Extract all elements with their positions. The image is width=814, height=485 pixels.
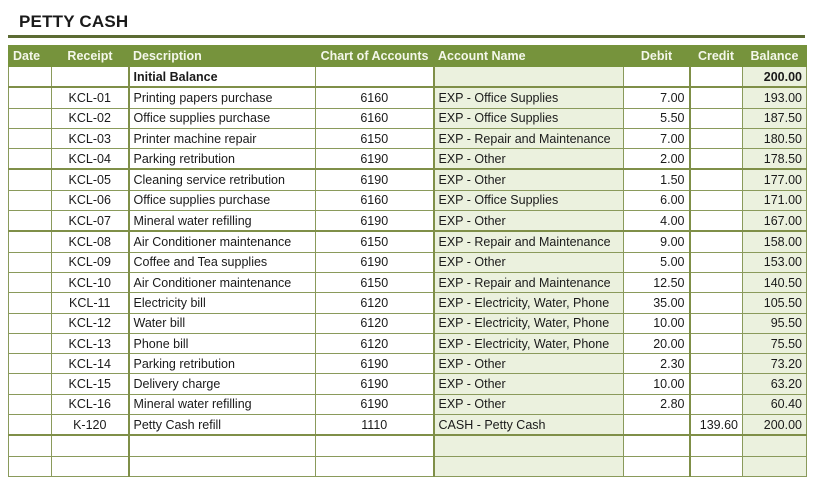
debit-cell[interactable] xyxy=(624,435,690,456)
balance-cell[interactable]: 75.50 xyxy=(743,333,807,353)
date-cell[interactable] xyxy=(9,149,52,170)
account-name-cell[interactable]: EXP - Electricity, Water, Phone xyxy=(434,293,624,313)
table-row xyxy=(9,394,807,414)
receipt-cell[interactable]: K-120 xyxy=(52,415,129,436)
account-name-cell[interactable]: EXP - Office Supplies xyxy=(434,190,624,210)
debit-cell[interactable]: 35.00 xyxy=(624,293,690,313)
chart-of-accounts-cell[interactable]: 6120 xyxy=(316,333,434,353)
table-row xyxy=(9,252,807,272)
receipt-cell[interactable]: KCL-03 xyxy=(52,128,129,148)
account-name-cell[interactable]: EXP - Other xyxy=(434,394,624,414)
chart-of-accounts-cell[interactable]: 6190 xyxy=(316,169,434,190)
date-cell[interactable] xyxy=(9,456,52,476)
receipt-cell[interactable]: KCL-10 xyxy=(52,272,129,292)
credit-cell[interactable] xyxy=(690,211,743,232)
date-cell[interactable] xyxy=(9,190,52,210)
table-row xyxy=(9,108,807,128)
credit-cell[interactable] xyxy=(690,169,743,190)
credit-cell[interactable] xyxy=(690,149,743,170)
table-row xyxy=(9,435,807,456)
account-name-cell[interactable]: EXP - Electricity, Water, Phone xyxy=(434,333,624,353)
description-cell[interactable]: Mineral water refilling xyxy=(129,394,316,414)
debit-cell[interactable]: 10.00 xyxy=(624,313,690,333)
table-row xyxy=(9,272,807,292)
account-name-cell[interactable] xyxy=(434,67,624,88)
date-cell[interactable] xyxy=(9,435,52,456)
table-row xyxy=(9,354,807,374)
chart-of-accounts-cell[interactable]: 6120 xyxy=(316,293,434,313)
credit-cell[interactable] xyxy=(690,435,743,456)
debit-cell[interactable]: 5.50 xyxy=(624,108,690,128)
receipt-cell[interactable]: KCL-01 xyxy=(52,87,129,108)
receipt-cell[interactable] xyxy=(52,456,129,476)
col-header-account-name[interactable]: Account Name xyxy=(434,46,624,67)
debit-cell[interactable]: 2.00 xyxy=(624,149,690,170)
table-row xyxy=(9,456,807,476)
account-name-cell[interactable]: EXP - Other xyxy=(434,374,624,394)
table-row xyxy=(9,169,807,190)
debit-cell[interactable] xyxy=(624,67,690,88)
date-cell[interactable] xyxy=(9,354,52,374)
credit-cell[interactable]: 139.60 xyxy=(690,415,743,436)
description-cell[interactable] xyxy=(129,456,316,476)
balance-cell[interactable]: 60.40 xyxy=(743,394,807,414)
balance-cell[interactable]: 167.00 xyxy=(743,211,807,232)
credit-cell[interactable] xyxy=(690,374,743,394)
chart-of-accounts-cell[interactable]: 6190 xyxy=(316,252,434,272)
credit-cell[interactable] xyxy=(690,293,743,313)
chart-of-accounts-cell[interactable]: 6150 xyxy=(316,272,434,292)
debit-cell[interactable]: 7.00 xyxy=(624,87,690,108)
balance-cell[interactable]: 193.00 xyxy=(743,87,807,108)
description-cell[interactable]: Parking retribution xyxy=(129,354,316,374)
page-title: PETTY CASH xyxy=(19,12,129,31)
balance-cell[interactable]: 140.50 xyxy=(743,272,807,292)
description-cell[interactable]: Phone bill xyxy=(129,333,316,353)
credit-cell[interactable] xyxy=(690,108,743,128)
chart-of-accounts-cell[interactable]: 1110 xyxy=(316,415,434,436)
debit-cell[interactable] xyxy=(624,456,690,476)
description-cell[interactable]: Office supplies purchase xyxy=(129,108,316,128)
debit-cell[interactable]: 1.50 xyxy=(624,169,690,190)
credit-cell[interactable] xyxy=(690,354,743,374)
date-cell[interactable] xyxy=(9,108,52,128)
debit-cell[interactable]: 2.30 xyxy=(624,354,690,374)
credit-cell[interactable] xyxy=(690,394,743,414)
chart-of-accounts-cell[interactable]: 6190 xyxy=(316,374,434,394)
balance-cell[interactable]: 177.00 xyxy=(743,169,807,190)
chart-of-accounts-cell[interactable] xyxy=(316,435,434,456)
balance-cell[interactable]: 73.20 xyxy=(743,354,807,374)
col-header-debit[interactable]: Debit xyxy=(624,46,690,67)
date-cell[interactable] xyxy=(9,211,52,232)
table-row xyxy=(9,87,807,108)
receipt-cell[interactable]: KCL-14 xyxy=(52,354,129,374)
chart-of-accounts-cell[interactable] xyxy=(316,456,434,476)
chart-of-accounts-cell[interactable]: 6160 xyxy=(316,108,434,128)
receipt-cell[interactable]: KCL-11 xyxy=(52,293,129,313)
date-cell[interactable] xyxy=(9,67,52,88)
header-row xyxy=(9,46,807,67)
date-cell[interactable] xyxy=(9,252,52,272)
account-name-cell[interactable]: EXP - Other xyxy=(434,211,624,232)
table-row xyxy=(9,149,807,170)
debit-cell[interactable]: 10.00 xyxy=(624,374,690,394)
receipt-cell[interactable]: KCL-07 xyxy=(52,211,129,232)
description-cell[interactable]: Electricity bill xyxy=(129,293,316,313)
account-name-cell[interactable]: EXP - Electricity, Water, Phone xyxy=(434,313,624,333)
balance-cell[interactable] xyxy=(743,435,807,456)
col-header-chart-of-accounts[interactable]: Chart of Accounts xyxy=(316,46,434,67)
col-header-balance[interactable]: Balance xyxy=(743,46,807,67)
account-name-cell[interactable] xyxy=(434,456,624,476)
account-name-cell[interactable]: EXP - Other xyxy=(434,149,624,170)
balance-cell[interactable]: 95.50 xyxy=(743,313,807,333)
receipt-cell[interactable]: KCL-08 xyxy=(52,231,129,252)
col-header-description[interactable]: Description xyxy=(129,46,316,67)
date-cell[interactable] xyxy=(9,394,52,414)
account-name-cell[interactable]: EXP - Repair and Maintenance xyxy=(434,128,624,148)
description-cell[interactable]: Air Conditioner maintenance xyxy=(129,231,316,252)
date-cell[interactable] xyxy=(9,374,52,394)
description-cell[interactable]: Air Conditioner maintenance xyxy=(129,272,316,292)
debit-cell[interactable]: 5.00 xyxy=(624,252,690,272)
table-row xyxy=(9,211,807,232)
account-name-cell[interactable]: EXP - Office Supplies xyxy=(434,87,624,108)
debit-cell[interactable]: 9.00 xyxy=(624,231,690,252)
credit-cell[interactable] xyxy=(690,272,743,292)
credit-cell[interactable] xyxy=(690,456,743,476)
date-cell[interactable] xyxy=(9,333,52,353)
date-cell[interactable] xyxy=(9,128,52,148)
balance-cell[interactable]: 153.00 xyxy=(743,252,807,272)
account-name-cell[interactable]: CASH - Petty Cash xyxy=(434,415,624,436)
date-cell[interactable] xyxy=(9,415,52,436)
debit-cell[interactable]: 6.00 xyxy=(624,190,690,210)
balance-cell[interactable] xyxy=(743,456,807,476)
balance-cell[interactable]: 200.00 xyxy=(743,67,807,88)
account-name-cell[interactable]: EXP - Other xyxy=(434,354,624,374)
receipt-cell[interactable] xyxy=(52,67,129,88)
description-cell[interactable]: Coffee and Tea supplies xyxy=(129,252,316,272)
description-cell[interactable]: Delivery charge xyxy=(129,374,316,394)
balance-cell[interactable]: 180.50 xyxy=(743,128,807,148)
description-cell[interactable]: Petty Cash refill xyxy=(129,415,316,436)
account-name-cell[interactable]: EXP - Other xyxy=(434,169,624,190)
date-cell[interactable] xyxy=(9,313,52,333)
description-cell[interactable]: Cleaning service retribution xyxy=(129,169,316,190)
date-cell[interactable] xyxy=(9,87,52,108)
table-row xyxy=(9,67,807,88)
receipt-cell[interactable]: KCL-05 xyxy=(52,169,129,190)
date-cell[interactable] xyxy=(9,169,52,190)
petty-cash-table xyxy=(8,45,807,477)
col-header-receipt[interactable]: Receipt xyxy=(52,46,129,67)
account-name-cell[interactable]: EXP - Repair and Maintenance xyxy=(434,272,624,292)
chart-of-accounts-cell[interactable]: 6150 xyxy=(316,128,434,148)
chart-of-accounts-cell[interactable]: 6190 xyxy=(316,211,434,232)
balance-cell[interactable]: 63.20 xyxy=(743,374,807,394)
description-cell[interactable]: Printer machine repair xyxy=(129,128,316,148)
account-name-cell[interactable]: EXP - Repair and Maintenance xyxy=(434,231,624,252)
debit-cell[interactable]: 4.00 xyxy=(624,211,690,232)
receipt-cell[interactable]: KCL-12 xyxy=(52,313,129,333)
description-cell[interactable]: Water bill xyxy=(129,313,316,333)
description-cell[interactable]: Parking retribution xyxy=(129,149,316,170)
credit-cell[interactable] xyxy=(690,87,743,108)
date-cell[interactable] xyxy=(9,272,52,292)
table-row xyxy=(9,190,807,210)
debit-cell[interactable]: 20.00 xyxy=(624,333,690,353)
account-name-cell[interactable]: EXP - Other xyxy=(434,252,624,272)
col-header-credit[interactable]: Credit xyxy=(690,46,743,67)
chart-of-accounts-cell[interactable]: 6190 xyxy=(316,354,434,374)
receipt-cell[interactable]: KCL-09 xyxy=(52,252,129,272)
balance-cell[interactable]: 158.00 xyxy=(743,231,807,252)
credit-cell[interactable] xyxy=(690,67,743,88)
credit-cell[interactable] xyxy=(690,252,743,272)
chart-of-accounts-cell[interactable]: 6190 xyxy=(316,149,434,170)
table-row xyxy=(9,374,807,394)
receipt-cell[interactable] xyxy=(52,435,129,456)
description-cell[interactable]: Office supplies purchase xyxy=(129,190,316,210)
balance-cell[interactable]: 178.50 xyxy=(743,149,807,170)
chart-of-accounts-cell[interactable]: 6160 xyxy=(316,190,434,210)
account-name-cell[interactable] xyxy=(434,435,624,456)
table-row xyxy=(9,293,807,313)
date-cell[interactable] xyxy=(9,231,52,252)
credit-cell[interactable] xyxy=(690,190,743,210)
description-cell[interactable]: Mineral water refilling xyxy=(129,211,316,232)
balance-cell[interactable]: 105.50 xyxy=(743,293,807,313)
chart-of-accounts-cell[interactable] xyxy=(316,67,434,88)
chart-of-accounts-cell[interactable]: 6120 xyxy=(316,313,434,333)
col-header-date[interactable]: Date xyxy=(9,46,52,67)
debit-cell[interactable]: 12.50 xyxy=(624,272,690,292)
credit-cell[interactable] xyxy=(690,231,743,252)
table-row xyxy=(9,313,807,333)
debit-cell[interactable] xyxy=(624,415,690,436)
table-row xyxy=(9,231,807,252)
debit-cell[interactable]: 7.00 xyxy=(624,128,690,148)
credit-cell[interactable] xyxy=(690,313,743,333)
receipt-cell[interactable]: KCL-06 xyxy=(52,190,129,210)
account-name-cell[interactable]: EXP - Office Supplies xyxy=(434,108,624,128)
description-cell[interactable]: Initial Balance xyxy=(129,67,316,88)
balance-cell[interactable]: 200.00 xyxy=(743,415,807,436)
chart-of-accounts-cell[interactable]: 6190 xyxy=(316,394,434,414)
table-row xyxy=(9,333,807,353)
chart-of-accounts-cell[interactable]: 6160 xyxy=(316,87,434,108)
description-cell[interactable] xyxy=(129,435,316,456)
chart-of-accounts-cell[interactable]: 6150 xyxy=(316,231,434,252)
receipt-cell[interactable]: KCL-02 xyxy=(52,108,129,128)
receipt-cell[interactable]: KCL-15 xyxy=(52,374,129,394)
table-row xyxy=(9,415,807,436)
title-divider xyxy=(8,35,805,38)
receipt-cell[interactable]: KCL-16 xyxy=(52,394,129,414)
receipt-cell[interactable]: KCL-13 xyxy=(52,333,129,353)
balance-cell[interactable]: 171.00 xyxy=(743,190,807,210)
balance-cell[interactable]: 187.50 xyxy=(743,108,807,128)
receipt-cell[interactable]: KCL-04 xyxy=(52,149,129,170)
debit-cell[interactable]: 2.80 xyxy=(624,394,690,414)
credit-cell[interactable] xyxy=(690,333,743,353)
description-cell[interactable]: Printing papers purchase xyxy=(129,87,316,108)
date-cell[interactable] xyxy=(9,293,52,313)
table-row xyxy=(9,128,807,148)
credit-cell[interactable] xyxy=(690,128,743,148)
